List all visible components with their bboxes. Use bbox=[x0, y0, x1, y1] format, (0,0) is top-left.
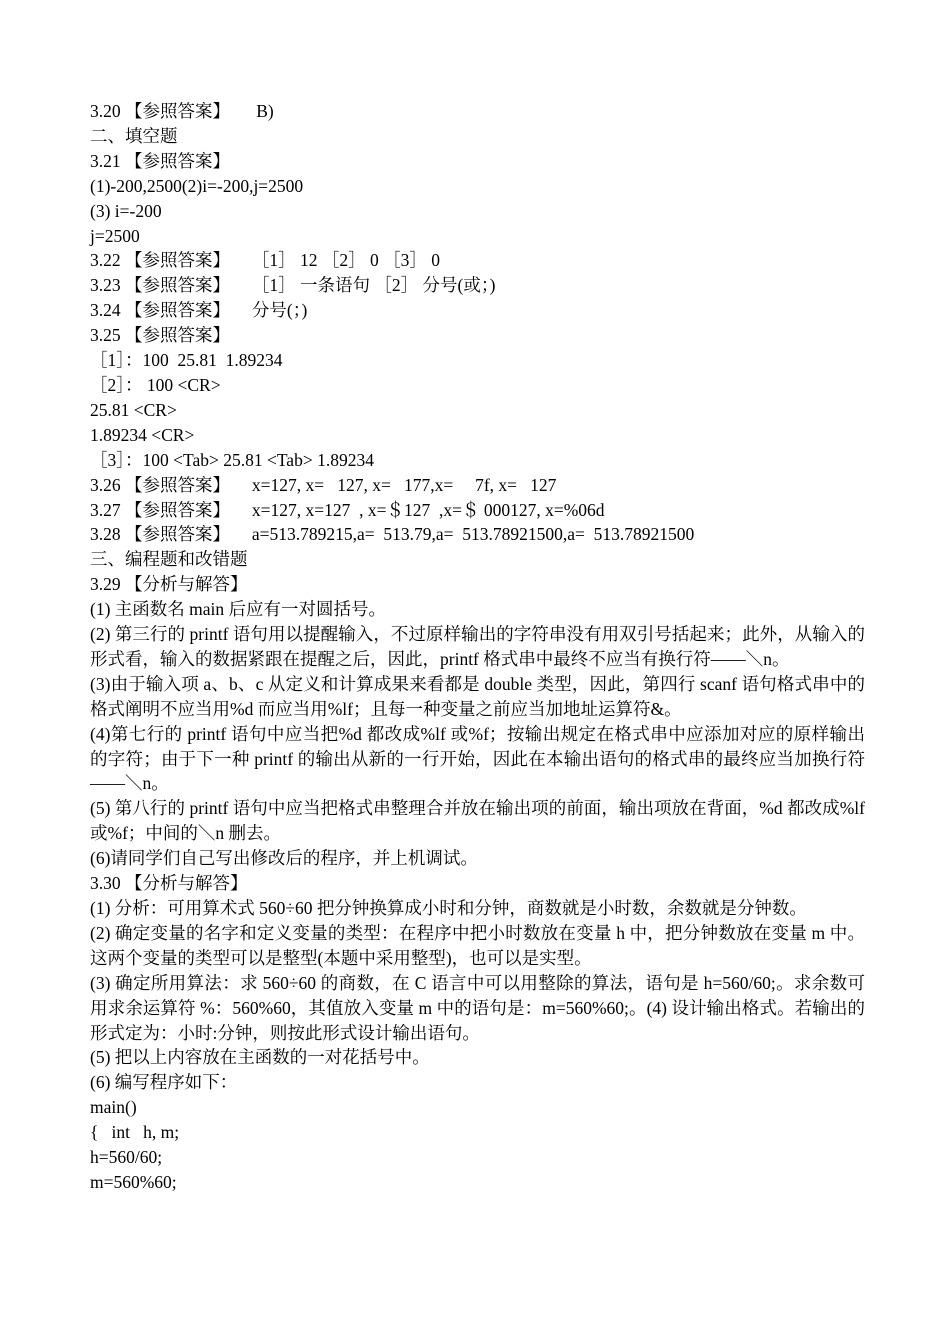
code-line-m: m=560%60; bbox=[90, 1171, 177, 1192]
line-323: 3.23 【参照答案】 ［1］ 一条语句 ［2］ 分号(或；) bbox=[90, 275, 496, 296]
line-329-item-6: (6)请同学们自己写出修改后的程序，并上机调试。 bbox=[90, 848, 478, 869]
line-330-item-5: (5) 把以上内容放在主函数的一对花括号中。 bbox=[90, 1047, 430, 1068]
code-line-h: h=560/60; bbox=[90, 1147, 163, 1168]
line-324: 3.24 【参照答案】 分号(；) bbox=[90, 300, 308, 321]
paragraph-329-item-4: (4)第七行的 printf 语句中应当把%d 都改成%lf 或%f；按输出规定在格式串中应添加对应的原样输出的字符；由于下一种 printf 的输出从新的一行开始，因此在本输出语句的格式串的最终应当加换行符——＼n。 bbox=[90, 723, 865, 794]
line-320: 3.20 【参照答案】 B) bbox=[90, 101, 274, 121]
section-heading-programming: 三、编程题和改错题 bbox=[90, 549, 248, 570]
line-330: 3.30 【分析与解答】 bbox=[90, 873, 248, 894]
line-321-answer-j: j=2500 bbox=[90, 225, 140, 246]
line-330-item-6: (6) 编写程序如下： bbox=[90, 1072, 238, 1093]
line-321-answer-1: (1)-200,2500(2)i=-200,j=2500 bbox=[90, 175, 304, 196]
line-326: 3.26 【参照答案】 x=127, x= 127, x= 177,x= 7f, x= 127 bbox=[90, 474, 557, 495]
line-329-item-1: (1) 主函数名 main 后应有一对圆括号。 bbox=[90, 599, 387, 620]
line-325-item-2: ［2］： 100 <CR> bbox=[90, 374, 221, 395]
paragraph-329-item-3: (3)由于输入项 a、b、c 从定义和计算成果来看都是 double 类型，因此，第四行 scanf 语句格式串中的格式阐明不应当用%d 而应当用%lf；且每一种变量之前应当加地址运算符&。 bbox=[90, 673, 865, 719]
line-329: 3.29 【分析与解答】 bbox=[90, 574, 248, 595]
line-325-item-2c: 1.89234 <CR> bbox=[90, 424, 195, 445]
paragraph-329-item-2: (2) 第三行的 printf 语句用以提醒输入，不过原样输出的字符串没有用双引号括起来；此外，从输入的形式看，输入的数据紧跟在提醒之后，因此，printf 格式串中最终不应当有换行符——＼n。 bbox=[90, 624, 865, 669]
section-heading-fill-blank: 二、填空题 bbox=[90, 125, 178, 146]
line-325: 3.25 【参照答案】 bbox=[90, 325, 230, 346]
line-321-answer-3: (3) i=-200 bbox=[90, 200, 162, 221]
line-328: 3.28 【参照答案】 a=513.789215,a= 513.79,a= 513.78921500,a= 513.78921500 bbox=[90, 524, 695, 545]
code-line-decl: { int h, m; bbox=[90, 1122, 180, 1143]
line-325-item-1: ［1］：100 25.81 1.89234 bbox=[90, 350, 283, 371]
paragraph-330-item-3: (3) 确定所用算法：求 560÷60 的商数，在 C 语言中可以用整除的算法，语句是 h=560/60;。求余数可用求余运算符 %：560%60，其值放入变量 m 中的语句是：m=560%60;。(4) 设计输出格式。若输出的形式定为：小时:分钟，则按此形式设计输出语句。 bbox=[90, 972, 865, 1043]
paragraph-330-item-2: (2) 确定变量的名字和定义变量的类型：在程序中把小时数放在变量 h 中，把分钟数放在变量 m 中。这两个变量的类型可以是整型(本题中采用整型)，也可以是实型。 bbox=[90, 922, 865, 968]
line-330-item-1: (1) 分析：可用算术式 560÷60 把分钟换算成小时和分钟，商数就是小时数，余数就是分钟数。 bbox=[90, 898, 807, 918]
line-321: 3.21 【参照答案】 bbox=[90, 150, 230, 171]
line-325-item-3: ［3］：100 <Tab> 25.81 <Tab> 1.89234 bbox=[90, 449, 374, 470]
line-322: 3.22 【参照答案】 ［1］ 12 ［2］ 0 ［3］ 0 bbox=[90, 250, 440, 271]
code-line-main: main() bbox=[90, 1097, 137, 1118]
paragraph-329-item-5: (5) 第八行的 printf 语句中应当把格式串整理合并放在输出项的前面，输出项放在背面，%d 都改成%lf 或%f；中间的＼n 删去。 bbox=[90, 798, 865, 844]
line-327: 3.27 【参照答案】 x=127, x=127 , x=＄127 ,x=＄ 000127, x=%06d bbox=[90, 499, 605, 520]
line-325-item-2b: 25.81 <CR> bbox=[90, 399, 177, 420]
document-page bbox=[90, 99, 880, 1195]
